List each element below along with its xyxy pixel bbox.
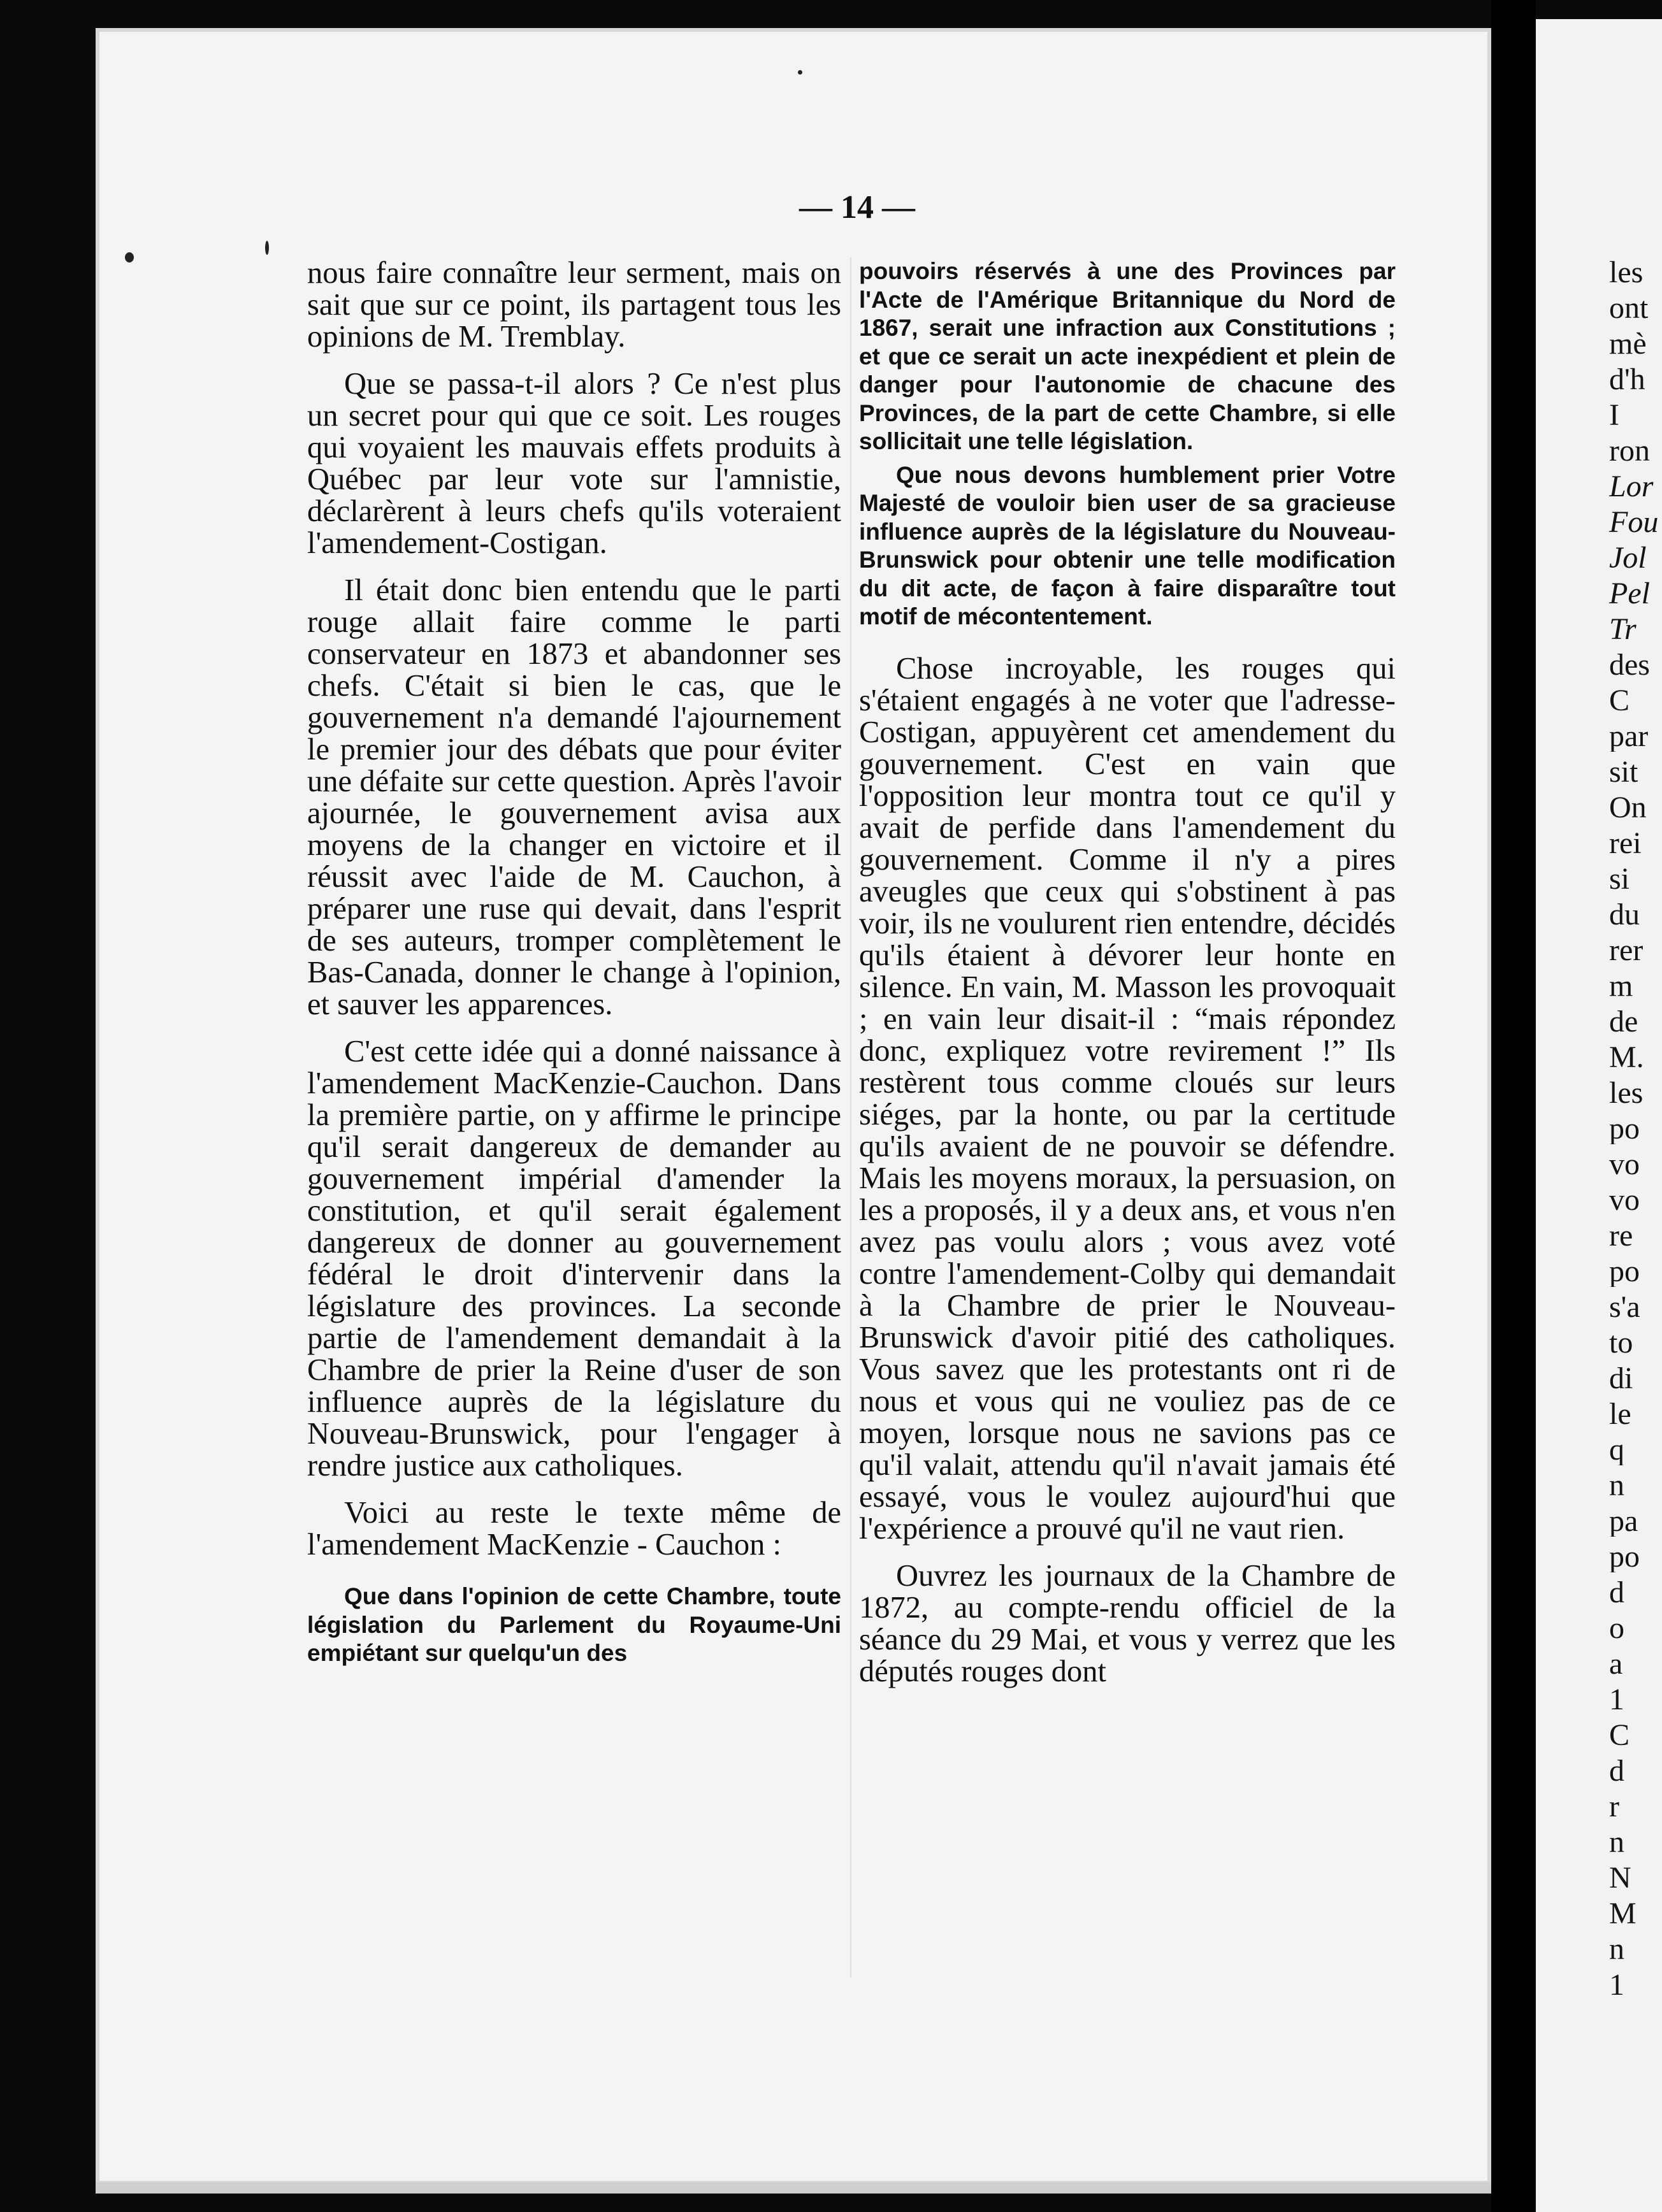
next-page-fragment: to bbox=[1609, 1328, 1633, 1358]
next-page-fragment: Lor bbox=[1609, 471, 1654, 502]
quoted-amendment-text: Que dans l'opinion de cette Chambre, toute législation du Parlement du Royaume-Uni empiétant sur quelqu'un des bbox=[307, 1583, 841, 1666]
next-page-fragment: m bbox=[1609, 971, 1633, 1002]
next-page-fragment: C bbox=[1609, 1720, 1630, 1751]
next-page-fragment: di bbox=[1609, 1363, 1633, 1394]
next-page-fragment: ont bbox=[1609, 293, 1649, 324]
next-page-fragment: 1 bbox=[1609, 1684, 1624, 1715]
next-page-fragment: n bbox=[1609, 1470, 1624, 1501]
next-page-fragment: mè bbox=[1609, 329, 1647, 359]
next-page-fragment: po bbox=[1609, 1114, 1640, 1144]
next-page-fragment: M. bbox=[1609, 1042, 1644, 1073]
next-page-fragment: 1 bbox=[1609, 1970, 1624, 2000]
next-page-fragment: les bbox=[1609, 257, 1644, 288]
next-page-fragment: rer bbox=[1609, 935, 1644, 966]
next-page-fragment: du bbox=[1609, 900, 1640, 930]
scan-speck bbox=[125, 252, 134, 262]
next-page-fragment: d bbox=[1609, 1756, 1624, 1786]
next-page-fragment: Pel bbox=[1609, 578, 1650, 609]
next-page-fragment: q bbox=[1609, 1435, 1624, 1465]
paragraph: Voici au reste le texte même de l'amendement MacKenzie - Cauchon : bbox=[307, 1496, 841, 1562]
next-page-fragment: pa bbox=[1609, 1506, 1638, 1537]
next-page-fragment: si bbox=[1609, 864, 1630, 894]
next-page-fragment: Jol bbox=[1609, 543, 1647, 573]
next-page-fragment: des bbox=[1609, 650, 1650, 680]
next-page-fragment: par bbox=[1609, 721, 1649, 752]
scan-speck bbox=[798, 70, 802, 75]
page-bottom-edge bbox=[96, 2182, 1491, 2194]
paragraph: Que se passa-t-il alors ? Ce n'est plus un secret pour qui que ce soit. Les rouges qui voyaient les mauvais effets produits à Québec par leur vote sur l'amnistie, déclarèrent à leurs chefs qu'ils voteraient l'amendement-Costigan. bbox=[307, 367, 841, 560]
next-page-fragment: re bbox=[1609, 1221, 1633, 1251]
next-page-fragment: vo bbox=[1609, 1185, 1640, 1216]
page-number: — 14 — bbox=[799, 189, 915, 226]
paragraph: nous faire connaître leur serment, mais on sait que sur ce point, ils partagent tous les opinions de M. Tremblay. bbox=[307, 256, 841, 354]
paragraph: Ouvrez les journaux de la Chambre de 1872, au compte-rendu officiel de la séance du 29 Mai, et vous y verrez que les députés rouges dont bbox=[859, 1558, 1396, 1688]
left-column bbox=[307, 257, 841, 1668]
next-page-fragment: Tr bbox=[1609, 614, 1637, 645]
next-page-fragment: o bbox=[1609, 1613, 1624, 1644]
book-gutter bbox=[1491, 0, 1536, 2212]
next-page-fragment: de bbox=[1609, 1007, 1638, 1037]
next-page-fragment: N bbox=[1609, 1863, 1631, 1893]
next-page-fragment: le bbox=[1609, 1399, 1631, 1430]
next-page-fragment: rei bbox=[1609, 828, 1642, 859]
next-page-fragment: s'a bbox=[1609, 1292, 1640, 1323]
column-separator bbox=[850, 257, 851, 1978]
next-page-fragment: C bbox=[1609, 686, 1630, 716]
next-page-fragment: po bbox=[1609, 1256, 1640, 1287]
next-page-fragment: M bbox=[1609, 1899, 1637, 1929]
scan-speck bbox=[265, 241, 269, 255]
next-page-fragment: I bbox=[1609, 400, 1619, 431]
next-page-fragment: On bbox=[1609, 793, 1647, 823]
next-page-fragment: d'h bbox=[1609, 364, 1645, 395]
paragraph: Il était donc bien entendu que le parti rouge allait faire comme le parti conservateur en 1873 et abandonner ses chefs. C'était si bien le cas, que le gouvernement n'a demandé l'ajournement le premier jour des débats que pour éviter une défaite sur cette question. Après l'avoir ajournée, le gouvernement avisa aux moyens de la changer en victoire et il réussit avec l'aide de M. Cauchon, à préparer une ruse qui devait, dans l'esprit de ses auteurs, tromper complètement le Bas-Canada, donner le change à l'opinion, et sauver les apparences. bbox=[307, 573, 841, 1021]
paragraph: Chose incroyable, les rouges qui s'étaient engagés à ne voter que l'adresse-Costigan, appuyèrent cet amendement du gouvernement. C'est en vain que l'opposition leur montra tout ce qu'il y avait de perfide dans l'amendement du gouvernement. Comme il n'y a pires aveugles que ceux qui s'obstinent à pas voir, ils ne voulurent rien entendre, décidés qu'ils étaient à dévorer leur honte en silence. En vain, M. Masson les provoquait ; en vain leur disait-il : “mais répondez donc, expliquez votre revirement !” Ils restèrent tous comme cloués sur leurs siéges, par la honte, ou par la certitude qu'ils avaient de ne pouvoir se défendre. Mais les moyens moraux, la persuasion, on les a proposés, il y a deux ans, et vous n'en avez pas voulu alors ; vous avez voté contre l'amendement-Colby qui demandait à la Chambre de prier le Nouveau-Brunswick d'avoir pitié des catholiques. Vous savez que les protestants ont ri de nous et vous qui ne vouliez pas de ce moyen, lorsque nous ne savions pas ce qu'il valait, attendu qu'il n'avait jamais été essayé, vous le voulez aujourd'hui que l'expérience a prouvé qu'il ne vaut rien. bbox=[859, 651, 1396, 1546]
right-column bbox=[859, 257, 1396, 1688]
next-page-fragment: r bbox=[1609, 1792, 1619, 1822]
next-page-fragment: a bbox=[1609, 1649, 1623, 1679]
next-page-fragment: ron bbox=[1609, 436, 1650, 466]
quoted-amendment-text: Que nous devons humblement prier Votre Majesté de vouloir bien user de sa gracieuse influence auprès de la législature du Nouveau-Brunswick pour obtenir une telle modification du dit acte, de façon à faire disparaître tout motif de mécontentement. bbox=[859, 461, 1396, 629]
next-page-fragment: vo bbox=[1609, 1149, 1640, 1180]
next-page-fragment: d bbox=[1609, 1577, 1624, 1608]
next-page-fragment: Fou bbox=[1609, 507, 1659, 538]
paragraph: C'est cette idée qui a donné naissance à l'amendement MacKenzie-Cauchon. Dans la première partie, on y affirme le principe qu'il serait dangereux de demander au gouvernement impérial d'amender la constitution, et qu'il serait également dangereux de donner au gouvernement fédéral le droit d'intervenir dans la législature des provinces. La seconde partie de l'amendement demandait à la Chambre de prier la Reine d'user de son influence auprès de la législature du Nouveau-Brunswick, pour l'engager à rendre justice aux catholiques. bbox=[307, 1035, 841, 1483]
quoted-amendment-text: pouvoirs réservés à une des Provinces par l'Acte de l'Amérique Britannique du Nord de 1867, serait une infraction aux Constitutions ; et que ce serait un acte inexpédient et plein de danger pour l'autonomie de chacune des Provinces, de la part de cette Chambre, si elle sollicitait une telle législation. bbox=[859, 258, 1396, 454]
next-page-fragment: sit bbox=[1609, 757, 1638, 787]
next-page-fragment: n bbox=[1609, 1934, 1624, 1965]
next-page-fragment: les bbox=[1609, 1078, 1644, 1109]
next-page-fragment: po bbox=[1609, 1542, 1640, 1572]
next-page-fragment: n bbox=[1609, 1827, 1624, 1858]
